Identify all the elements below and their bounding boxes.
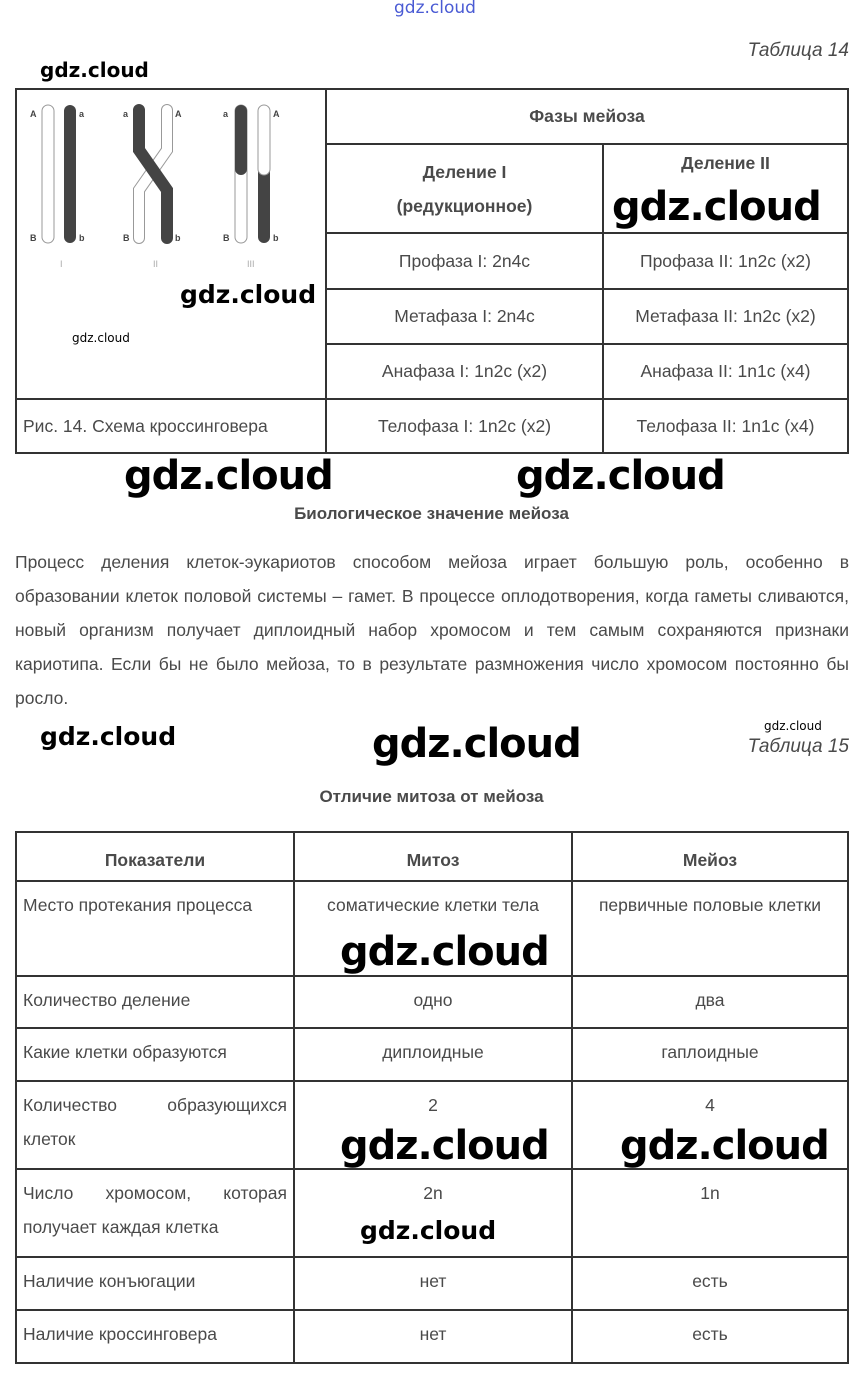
cell: одно [294, 976, 572, 1028]
cell: Место протекания процесса [16, 881, 294, 976]
figure-caption: Рис. 14. Схема кроссинговера [16, 399, 326, 453]
cell: Телофаза II: 1n1c (x4) [603, 399, 848, 453]
watermark: gdz.cloud [340, 1123, 549, 1169]
section-paragraph: Процесс деления клеток-эукариотов способом мейоза играет большую роль, особенно в образовании клеток половой системы – гамет. В процессе оплодотворения, когда гаметы сливаются, новый организм получает диплоидный набор хромосом и тем самым сохраняются признаки кариотипа. Если бы не было мейоза, то в результате размножения число хромосом постоянно бы росло. [15, 552, 849, 708]
header-cell: Показатели [16, 832, 294, 881]
watermark: gdz.cloud [340, 929, 549, 975]
section-title: Биологическое значение мейоза [294, 504, 569, 523]
watermark: gdz.cloud [612, 184, 821, 230]
cell: Телофаза I: 1n2c (x2) [326, 399, 603, 453]
label-ii: II [153, 259, 159, 269]
cell: есть [572, 1310, 848, 1363]
cell: Анафаза I: 1n2c (x2) [326, 344, 603, 399]
mitosis-meiosis-table [15, 831, 849, 1364]
label-A: A [30, 109, 37, 119]
svg-text:B: B [223, 233, 230, 243]
cell: 4 [572, 1081, 848, 1169]
cell: есть [572, 1257, 848, 1310]
svg-text:a: a [223, 109, 229, 119]
label-b: b [79, 233, 85, 243]
watermark: gdz.cloud [620, 1123, 829, 1169]
cell: Профаза I: 2n4c [326, 233, 603, 289]
cell: Профаза II: 1n2c (x2) [603, 233, 848, 289]
table14-caption: Таблица 14 [747, 40, 849, 61]
svg-text:b: b [175, 233, 181, 243]
header-cell: Митоз [294, 832, 572, 881]
watermark: gdz.cloud [394, 0, 476, 18]
svg-text:B: B [123, 233, 130, 243]
table15-caption: Таблица 15 [747, 736, 849, 757]
cell: нет [294, 1310, 572, 1363]
cell: Количество образующихся клеток [16, 1081, 294, 1169]
watermark: gdz.cloud [72, 331, 130, 345]
cell: Число хромосом, которая получает каждая клетка [16, 1169, 294, 1257]
cell: 2 [294, 1081, 572, 1169]
watermark: gdz.cloud [372, 721, 581, 767]
watermark: gdz.cloud [40, 58, 149, 82]
label-B: B [30, 233, 37, 243]
svg-text:b: b [273, 233, 279, 243]
header-cell: Мейоз [572, 832, 848, 881]
division-1-header: Деление I (редукционное) [326, 144, 603, 233]
crossing-over-figure [16, 89, 326, 399]
label-i: I [60, 259, 63, 269]
cell: гаплоидные [572, 1028, 848, 1081]
cell: диплоидные [294, 1028, 572, 1081]
watermark: gdz.cloud [124, 453, 333, 499]
phases-header: Фазы мейоза [326, 89, 848, 144]
cell: соматические клетки тела [294, 881, 572, 976]
watermark: gdz.cloud [764, 719, 822, 733]
watermark: gdz.cloud [360, 1216, 497, 1245]
cell: 2n [294, 1169, 572, 1257]
cell: 1n [572, 1169, 848, 1257]
cell: нет [294, 1257, 572, 1310]
cell: Метафаза I: 2n4c [326, 289, 603, 344]
watermark: gdz.cloud [516, 453, 725, 499]
cell: Анафаза II: 1n1c (x4) [603, 344, 848, 399]
svg-text:A: A [175, 109, 182, 119]
meiosis-phases-table [15, 88, 849, 454]
label-iii: III [247, 259, 255, 269]
division-2-header: Деление II [603, 144, 848, 233]
svg-text:A: A [273, 109, 280, 119]
cell: Наличие конъюгации [16, 1257, 294, 1310]
svg-text:a: a [123, 109, 129, 119]
cell: два [572, 976, 848, 1028]
label-a: a [79, 109, 85, 119]
cell: Какие клетки образуются [16, 1028, 294, 1081]
cell: Наличие кроссинговера [16, 1310, 294, 1363]
table15-title: Отличие митоза от мейоза [319, 787, 544, 806]
cell: первичные половые клетки [572, 881, 848, 976]
cell: Количество деление [16, 976, 294, 1028]
watermark: gdz.cloud [40, 722, 177, 751]
cell: Метафаза II: 1n2c (x2) [603, 289, 848, 344]
watermark: gdz.cloud [180, 280, 317, 309]
